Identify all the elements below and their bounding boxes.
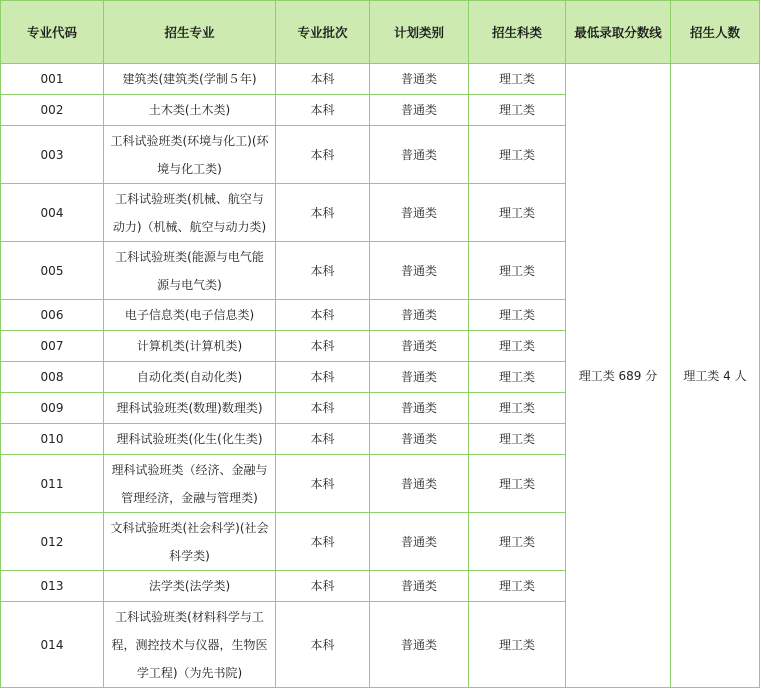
cell-code: 008 <box>1 362 104 393</box>
cell-major: 文科试验班类(社会科学)(社会科学类) <box>104 513 276 571</box>
cell-code: 014 <box>1 602 104 688</box>
header-plan: 计划类别 <box>370 1 469 64</box>
cell-code: 001 <box>1 64 104 95</box>
table-row <box>1 64 760 95</box>
cell-plan: 普通类 <box>370 126 469 184</box>
cell-plan: 普通类 <box>370 242 469 300</box>
cell-plan: 普通类 <box>370 393 469 424</box>
cell-plan: 普通类 <box>370 571 469 602</box>
cell-code: 005 <box>1 242 104 300</box>
header-enrollment: 招生人数 <box>671 1 760 64</box>
cell-code: 007 <box>1 331 104 362</box>
cell-batch: 本科 <box>276 64 370 95</box>
cell-batch: 本科 <box>276 126 370 184</box>
cell-batch: 本科 <box>276 513 370 571</box>
cell-subject: 理工类 <box>469 455 566 513</box>
header-min-score: 最低录取分数线 <box>566 1 671 64</box>
cell-enrollment: 理工类 4 人 <box>671 64 760 688</box>
cell-major: 工科试验班类(材料科学与工程，测控技术与仪器，生物医学工程)（为先书院) <box>104 602 276 688</box>
cell-major: 理科试验班类（经济、金融与管理经济，金融与管理类) <box>104 455 276 513</box>
cell-major: 理科试验班类(化生(化生类) <box>104 424 276 455</box>
cell-code: 006 <box>1 300 104 331</box>
cell-plan: 普通类 <box>370 513 469 571</box>
cell-batch: 本科 <box>276 393 370 424</box>
header-subject: 招生科类 <box>469 1 566 64</box>
cell-subject: 理工类 <box>469 571 566 602</box>
cell-major: 计算机类(计算机类) <box>104 331 276 362</box>
cell-batch: 本科 <box>276 602 370 688</box>
cell-plan: 普通类 <box>370 64 469 95</box>
cell-subject: 理工类 <box>469 513 566 571</box>
cell-major: 电子信息类(电子信息类) <box>104 300 276 331</box>
cell-plan: 普通类 <box>370 602 469 688</box>
cell-plan: 普通类 <box>370 331 469 362</box>
cell-batch: 本科 <box>276 424 370 455</box>
cell-subject: 理工类 <box>469 184 566 242</box>
header-batch: 专业批次 <box>276 1 370 64</box>
cell-plan: 普通类 <box>370 184 469 242</box>
cell-batch: 本科 <box>276 300 370 331</box>
cell-code: 010 <box>1 424 104 455</box>
cell-code: 013 <box>1 571 104 602</box>
cell-batch: 本科 <box>276 455 370 513</box>
cell-plan: 普通类 <box>370 362 469 393</box>
cell-subject: 理工类 <box>469 424 566 455</box>
cell-code: 002 <box>1 95 104 126</box>
cell-major: 自动化类(自动化类) <box>104 362 276 393</box>
cell-subject: 理工类 <box>469 362 566 393</box>
cell-plan: 普通类 <box>370 300 469 331</box>
cell-code: 012 <box>1 513 104 571</box>
header-row <box>1 1 760 64</box>
cell-subject: 理工类 <box>469 393 566 424</box>
cell-code: 004 <box>1 184 104 242</box>
cell-major: 法学类(法学类) <box>104 571 276 602</box>
cell-subject: 理工类 <box>469 602 566 688</box>
cell-batch: 本科 <box>276 571 370 602</box>
cell-subject: 理工类 <box>469 95 566 126</box>
cell-batch: 本科 <box>276 362 370 393</box>
cell-subject: 理工类 <box>469 126 566 184</box>
cell-batch: 本科 <box>276 95 370 126</box>
cell-batch: 本科 <box>276 242 370 300</box>
cell-plan: 普通类 <box>370 424 469 455</box>
cell-batch: 本科 <box>276 331 370 362</box>
cell-code: 009 <box>1 393 104 424</box>
cell-major: 理科试验班类(数理)数理类) <box>104 393 276 424</box>
cell-batch: 本科 <box>276 184 370 242</box>
cell-major: 工科试验班类(环境与化工)(环境与化工类) <box>104 126 276 184</box>
cell-code: 003 <box>1 126 104 184</box>
cell-subject: 理工类 <box>469 242 566 300</box>
header-major: 招生专业 <box>104 1 276 64</box>
cell-major: 工科试验班类(机械、航空与动力)（机械、航空与动力类) <box>104 184 276 242</box>
cell-plan: 普通类 <box>370 455 469 513</box>
cell-subject: 理工类 <box>469 300 566 331</box>
cell-code: 011 <box>1 455 104 513</box>
cell-subject: 理工类 <box>469 64 566 95</box>
header-code: 专业代码 <box>1 1 104 64</box>
cell-plan: 普通类 <box>370 95 469 126</box>
cell-subject: 理工类 <box>469 331 566 362</box>
cell-min-score: 理工类 689 分 <box>566 64 671 688</box>
cell-major: 建筑类(建筑类(学制５年) <box>104 64 276 95</box>
cell-major: 工科试验班类(能源与电气能源与电气类) <box>104 242 276 300</box>
cell-major: 土木类(土木类) <box>104 95 276 126</box>
